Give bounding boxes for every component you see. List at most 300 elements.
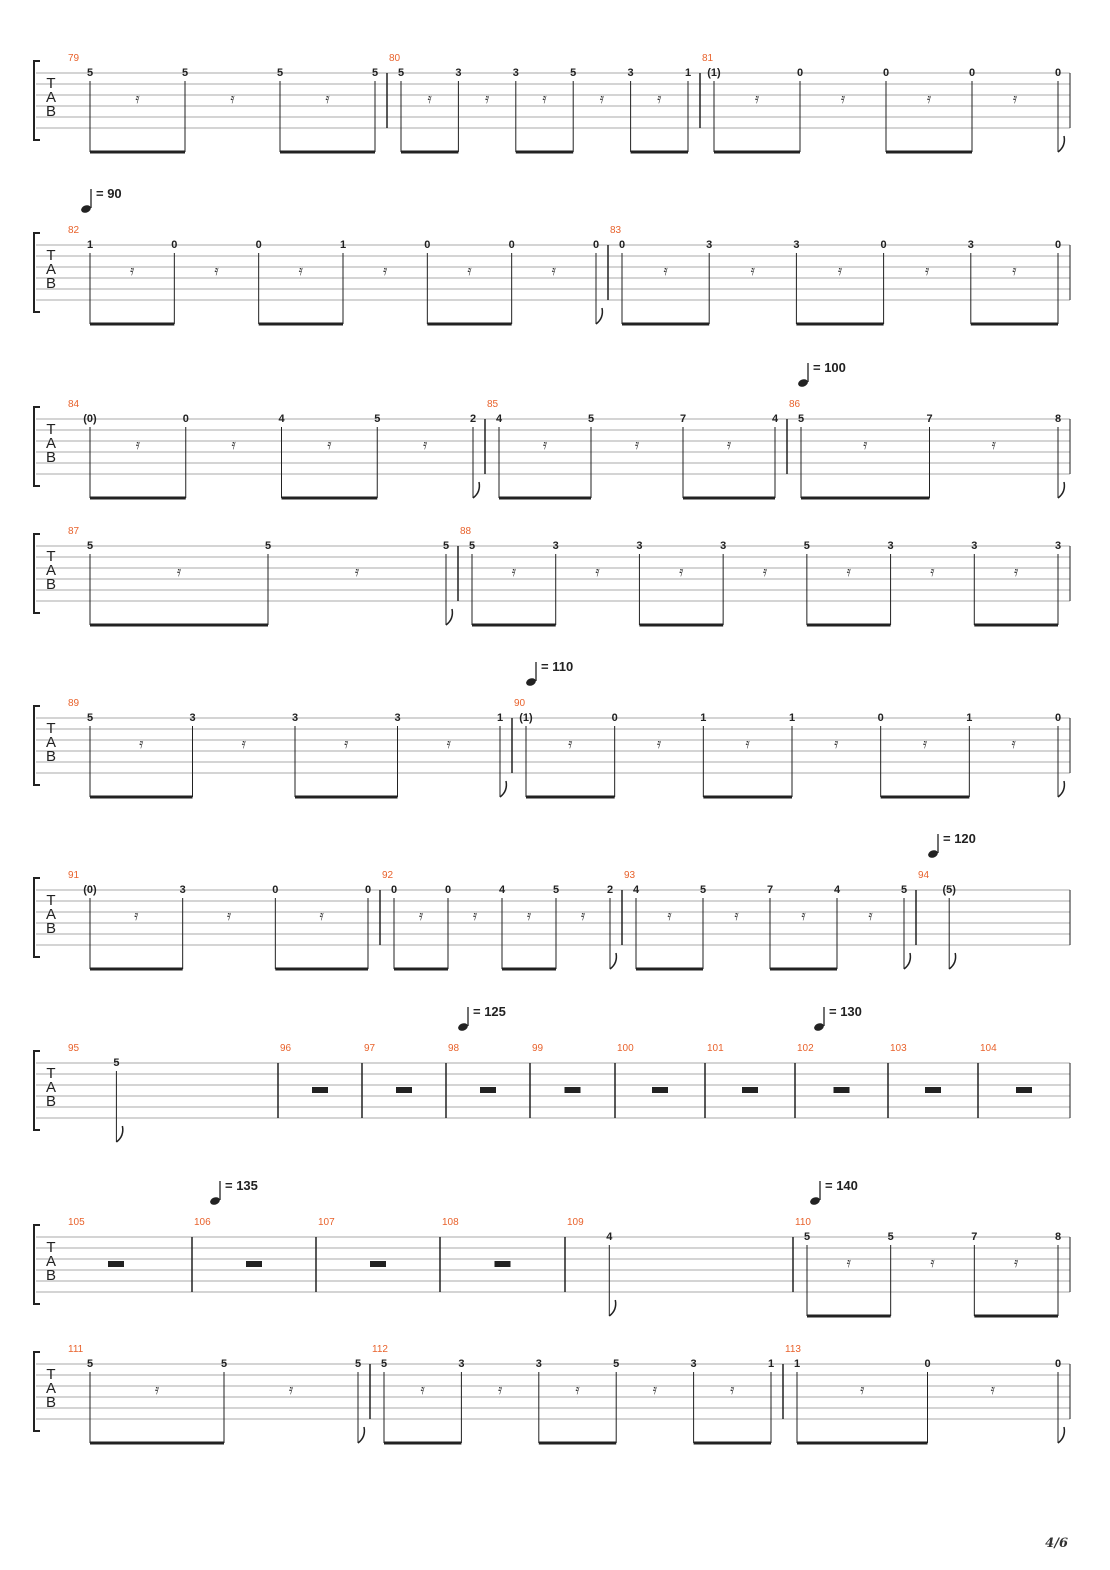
tempo-value: = 110 (541, 659, 574, 674)
rest-mark: 𝄿 (214, 263, 219, 279)
fret-number: 0 (390, 884, 398, 896)
tab-clef-letter: A (45, 1253, 57, 1270)
fret-number: 0 (1054, 712, 1062, 724)
fret-number: 1 (700, 712, 707, 724)
fret-number: 0 (618, 239, 626, 251)
tab-clef-letter: T (46, 421, 56, 438)
rest-mark: 𝄿 (130, 263, 135, 279)
rest-mark: 𝄿 (1011, 736, 1016, 752)
rest-mark: 𝄿 (726, 437, 732, 453)
fret-number: 0 (796, 67, 804, 79)
whole-rest (108, 1261, 124, 1267)
fret-number: 4 (278, 413, 285, 425)
quarter-note-icon (80, 204, 92, 214)
measure-number: 104 (980, 1043, 997, 1054)
fret-number: 3 (971, 540, 978, 552)
measure-number: 89 (68, 698, 80, 709)
fret-number: 5 (371, 67, 379, 79)
measure-number: 87 (68, 526, 80, 537)
rest-mark: 𝄿 (930, 1255, 935, 1271)
note-flag (1058, 781, 1064, 797)
measure-number: 96 (280, 1043, 292, 1054)
note-flag (609, 1300, 615, 1316)
rest-mark: 𝄿 (542, 91, 547, 107)
fret-number: 0 (424, 239, 431, 251)
measure-number: 105 (68, 1217, 85, 1228)
tab-clef-letter: T (46, 247, 56, 264)
fret-number: 7 (971, 1231, 978, 1243)
quarter-note-icon (209, 1196, 221, 1206)
rest-mark: 𝄿 (344, 736, 349, 752)
measure-number: 113 (785, 1344, 801, 1355)
fret-number: 3 (189, 712, 196, 724)
tab-clef-letter: T (46, 720, 56, 737)
whole-rest (925, 1087, 941, 1093)
fret-number: 2 (606, 884, 614, 896)
rest-mark: 𝄿 (840, 91, 846, 107)
tempo-value: = 140 (825, 1178, 858, 1193)
fret-number: 5 (613, 1358, 620, 1370)
fret-number: 0 (968, 67, 976, 79)
fret-number: 5 (181, 67, 189, 79)
rest-mark: 𝄿 (595, 564, 600, 580)
measure (702, 53, 1070, 152)
fret-number: 0 (1054, 67, 1062, 79)
measure (918, 870, 1070, 969)
fret-number: 3 (291, 712, 299, 724)
measure-number: 90 (514, 698, 526, 709)
fret-number: (1) (519, 712, 533, 724)
tab-clef-letter: B (45, 275, 57, 292)
rest-mark: 𝄿 (754, 91, 760, 107)
fret-number: 3 (706, 239, 713, 251)
tab-clef-letter: T (46, 892, 56, 909)
fret-number: 5 (803, 540, 810, 552)
measure (460, 526, 1070, 625)
rest-mark: 𝄿 (418, 908, 424, 924)
whole-rest (370, 1261, 386, 1267)
tab-clef-letter: T (46, 75, 56, 92)
measure-number: 99 (532, 1043, 544, 1054)
fret-number: 5 (803, 1231, 811, 1243)
note-flag (1058, 1427, 1064, 1443)
rest-mark: 𝄿 (657, 91, 662, 107)
measure (389, 53, 700, 152)
fret-number: 5 (220, 1358, 228, 1370)
rest-mark: 𝄿 (446, 736, 451, 752)
quarter-note-icon (457, 1022, 469, 1032)
measure-number: 106 (194, 1217, 211, 1228)
fret-number: 0 (611, 712, 618, 724)
measure-number: 85 (487, 399, 499, 410)
fret-number: (0) (83, 413, 97, 425)
tab-system (34, 186, 1070, 324)
fret-number: 5 (264, 540, 272, 552)
tempo-marking (209, 1178, 258, 1206)
tempo-marking (927, 831, 976, 859)
rest-mark: 𝄿 (383, 263, 388, 279)
measure-number: 94 (918, 870, 930, 881)
fret-number: 7 (679, 413, 687, 425)
measure-number: 93 (624, 870, 636, 881)
measure-number: 112 (372, 1344, 388, 1355)
measure (68, 399, 485, 498)
fret-number: 7 (926, 413, 933, 425)
measure (68, 1344, 370, 1443)
tempo-value: = 100 (813, 360, 846, 375)
rest-mark: 𝄿 (656, 736, 662, 752)
tab-system (34, 1344, 1070, 1443)
measure-number: 81 (702, 53, 714, 64)
tab-clef-letter: A (45, 734, 57, 751)
measure (610, 225, 1070, 324)
rest-mark: 𝄿 (868, 908, 873, 924)
measure (68, 225, 608, 324)
fret-number: (1) (707, 67, 721, 79)
fret-number: 1 (496, 712, 504, 724)
fret-number: 4 (498, 884, 506, 896)
rest-mark: 𝄿 (325, 91, 330, 107)
rest-mark: 𝄿 (484, 91, 490, 107)
measure (789, 399, 1070, 498)
tab-system (34, 1178, 1070, 1316)
tab-system (34, 659, 1070, 797)
fret-number: 5 (570, 67, 577, 79)
tab-clef-letter: T (46, 548, 56, 565)
measure-number: 97 (364, 1043, 376, 1054)
fret-number: 0 (508, 239, 515, 251)
measure-number: 102 (797, 1043, 814, 1054)
note-flag (904, 953, 910, 969)
fret-number: 5 (86, 540, 94, 552)
rest-mark: 𝄿 (762, 564, 768, 580)
rest-mark: 𝄿 (801, 908, 806, 924)
fret-number: 5 (797, 413, 805, 425)
rest-mark: 𝄿 (599, 91, 605, 107)
measure (382, 870, 622, 969)
rest-mark: 𝄿 (990, 1382, 995, 1398)
fret-number: 4 (606, 1231, 613, 1243)
tempo-value: = 130 (829, 1004, 862, 1019)
measure-number: 95 (68, 1043, 80, 1054)
rest-mark: 𝄿 (1013, 564, 1019, 580)
fret-number: 5 (587, 413, 595, 425)
measure (487, 399, 787, 498)
fret-number: 5 (699, 884, 707, 896)
measure (68, 698, 512, 797)
fret-number: 0 (1054, 1358, 1062, 1370)
fret-number: 0 (255, 239, 262, 251)
rest-mark: 𝄿 (1014, 1255, 1019, 1271)
tab-clef-letter: T (46, 1239, 56, 1256)
fret-number: 5 (86, 1358, 94, 1370)
measure-number: 80 (389, 53, 401, 64)
fret-number: 0 (364, 884, 372, 896)
rest-mark: 𝄿 (730, 1382, 735, 1398)
fret-number: 3 (458, 1358, 465, 1370)
note-flag (358, 1427, 364, 1443)
note-flag (596, 308, 602, 324)
whole-rest (246, 1261, 262, 1267)
note-flag (473, 482, 479, 498)
fret-number: 3 (179, 884, 186, 896)
rest-mark: 𝄿 (667, 908, 672, 924)
tab-system (34, 526, 1070, 625)
rest-mark: 𝄿 (497, 1382, 503, 1398)
quarter-note-icon (797, 378, 809, 388)
rest-mark: 𝄿 (526, 908, 532, 924)
rest-mark: 𝄿 (230, 91, 235, 107)
fret-number: 3 (887, 540, 894, 552)
rest-mark: 𝄿 (922, 736, 928, 752)
measure-number: 79 (68, 53, 80, 64)
rest-mark: 𝄿 (241, 736, 246, 752)
measure-number: 84 (68, 399, 80, 410)
fret-number: 0 (882, 67, 890, 79)
tab-clef-letter: B (45, 449, 57, 466)
rest-mark: 𝄿 (226, 908, 232, 924)
tab-clef-letter: A (45, 261, 57, 278)
fret-number: 7 (766, 884, 774, 896)
measure-number: 110 (795, 1217, 811, 1228)
measure-number: 98 (448, 1043, 460, 1054)
measure-number: 111 (68, 1344, 84, 1355)
whole-rest (480, 1087, 496, 1093)
rest-mark: 𝄿 (1012, 91, 1018, 107)
tempo-value: = 135 (225, 1178, 258, 1193)
whole-rest (396, 1087, 412, 1093)
rest-mark: 𝄿 (511, 564, 517, 580)
fret-number: 5 (468, 540, 476, 552)
tempo-value: = 125 (473, 1004, 506, 1019)
rest-mark: 𝄿 (930, 564, 935, 580)
fret-number: 8 (1054, 1231, 1062, 1243)
fret-number: 3 (455, 67, 462, 79)
rest-mark: 𝄿 (734, 908, 739, 924)
whole-rest (312, 1087, 328, 1093)
rest-mark: 𝄿 (750, 263, 755, 279)
measure-number: 83 (610, 225, 622, 236)
measure-number: 91 (68, 870, 80, 881)
rest-mark: 𝄿 (298, 263, 303, 279)
measure (68, 870, 380, 969)
fret-number: 1 (966, 712, 973, 724)
fret-number: 5 (380, 1358, 388, 1370)
tab-clef-letter: B (45, 920, 57, 937)
tab-clef-letter: B (45, 748, 57, 765)
fret-number: 5 (113, 1057, 120, 1069)
tab-system (34, 831, 1070, 969)
measure (514, 698, 1070, 797)
fret-number: 0 (444, 884, 452, 896)
tab-clef-letter: A (45, 435, 57, 452)
tempo-value: = 120 (943, 831, 976, 846)
rest-mark: 𝄿 (652, 1382, 658, 1398)
tempo-marking (80, 186, 122, 214)
tab-system (34, 360, 1070, 498)
tempo-marking (457, 1004, 506, 1032)
measure-number: 88 (460, 526, 472, 537)
fret-number: 3 (720, 540, 727, 552)
whole-rest (742, 1087, 758, 1093)
fret-number: 4 (833, 884, 841, 896)
fret-number: 5 (887, 1231, 894, 1243)
measure-number: 109 (567, 1217, 584, 1228)
fret-number: 0 (924, 1358, 931, 1370)
measure-number: 103 (890, 1043, 907, 1054)
fret-number: 3 (793, 239, 800, 251)
rest-mark: 𝄿 (925, 263, 930, 279)
rest-mark: 𝄿 (846, 1255, 851, 1271)
tempo-marking (525, 659, 573, 687)
fret-number: 3 (1054, 540, 1062, 552)
rest-mark: 𝄿 (422, 437, 428, 453)
measure (795, 1217, 1070, 1316)
rest-mark: 𝄿 (846, 564, 851, 580)
fret-number: 8 (1054, 413, 1062, 425)
rest-mark: 𝄿 (327, 437, 332, 453)
rest-mark: 𝄿 (863, 437, 868, 453)
fret-number: 5 (442, 540, 450, 552)
tab-clef-letter: A (45, 1380, 57, 1397)
page-number: 4/6 (1045, 1536, 1068, 1551)
fret-number: 3 (552, 540, 559, 552)
fret-number: 4 (495, 413, 503, 425)
whole-rest (834, 1087, 850, 1093)
tab-clef-letter: B (45, 1394, 57, 1411)
rest-mark: 𝄿 (568, 736, 573, 752)
fret-number: 5 (374, 413, 381, 425)
measure (68, 53, 387, 152)
rest-mark: 𝄿 (134, 908, 139, 924)
rest-mark: 𝄿 (288, 1382, 294, 1398)
measure-number: 92 (382, 870, 394, 881)
rest-mark: 𝄿 (837, 263, 843, 279)
rest-mark: 𝄿 (467, 263, 472, 279)
fret-number: 5 (552, 884, 560, 896)
quarter-note-icon (809, 1196, 821, 1206)
tab-clef-letter: B (45, 1267, 57, 1284)
fret-number: 0 (272, 884, 279, 896)
fret-number: 4 (632, 884, 640, 896)
rest-mark: 𝄿 (745, 736, 750, 752)
note-flag (949, 953, 955, 969)
rest-mark: 𝄿 (860, 1382, 865, 1398)
whole-rest (1016, 1087, 1032, 1093)
rest-mark: 𝄿 (634, 437, 640, 453)
fret-number: 0 (1054, 239, 1062, 251)
fret-number: 5 (276, 67, 284, 79)
measure (785, 1344, 1070, 1443)
rest-mark: 𝄿 (991, 437, 996, 453)
measure-number: 86 (789, 399, 801, 410)
fret-number: 1 (684, 67, 692, 79)
fret-number: 1 (788, 712, 796, 724)
measure-number: 108 (442, 1217, 459, 1228)
rest-mark: 𝄿 (231, 437, 236, 453)
rest-mark: 𝄿 (420, 1382, 425, 1398)
note-flag (610, 953, 616, 969)
tab-clef-letter: B (45, 1093, 57, 1110)
rest-mark: 𝄿 (580, 908, 586, 924)
whole-rest (565, 1087, 581, 1093)
fret-number: 5 (900, 884, 908, 896)
rest-mark: 𝄿 (154, 1382, 160, 1398)
measure-number: 100 (617, 1043, 634, 1054)
rest-mark: 𝄿 (472, 908, 478, 924)
rest-mark: 𝄿 (542, 437, 548, 453)
rest-mark: 𝄿 (139, 736, 144, 752)
fret-number: 0 (592, 239, 600, 251)
measure (68, 1043, 278, 1142)
fret-number: (5) (942, 884, 956, 896)
measure-number: 107 (318, 1217, 335, 1228)
tab-clef-letter: B (45, 576, 57, 593)
measure (567, 1217, 793, 1316)
quarter-note-icon (813, 1022, 825, 1032)
fret-number: 3 (636, 540, 643, 552)
rest-mark: 𝄿 (135, 437, 141, 453)
fret-number: 4 (771, 413, 779, 425)
quarter-note-icon (525, 677, 537, 687)
tab-system (34, 1004, 1070, 1142)
fret-number: 1 (339, 239, 347, 251)
note-flag (1058, 136, 1064, 152)
rest-mark: 𝄿 (135, 91, 140, 107)
fret-number: 0 (877, 712, 884, 724)
fret-number: 5 (397, 67, 405, 79)
tab-clef-letter: B (45, 103, 57, 120)
measure (372, 1344, 783, 1443)
measure (68, 526, 458, 625)
tempo-value: = 90 (96, 186, 122, 201)
note-flag (116, 1126, 122, 1142)
rest-mark: 𝄿 (663, 263, 668, 279)
fret-number: 1 (86, 239, 94, 251)
tab-clef-letter: A (45, 906, 57, 923)
note-flag (500, 781, 506, 797)
fret-number: 0 (182, 413, 189, 425)
rest-mark: 𝄿 (1012, 263, 1017, 279)
rest-mark: 𝄿 (834, 736, 839, 752)
fret-number: 3 (394, 712, 401, 724)
fret-number: 3 (535, 1358, 542, 1370)
tempo-marking (809, 1178, 858, 1206)
note-flag (446, 609, 452, 625)
whole-rest (495, 1261, 511, 1267)
tab-clef-letter: A (45, 562, 57, 579)
fret-number: 3 (512, 67, 519, 79)
rest-mark: 𝄿 (679, 564, 684, 580)
fret-number: 0 (880, 239, 887, 251)
measure (624, 870, 916, 969)
fret-number: 2 (469, 413, 477, 425)
rest-mark: 𝄿 (926, 91, 932, 107)
whole-rest (652, 1087, 668, 1093)
note-flag (1058, 482, 1064, 498)
tempo-marking (797, 360, 846, 388)
tab-clef-letter: T (46, 1366, 56, 1383)
fret-number: 5 (354, 1358, 362, 1370)
measure-number: 101 (707, 1043, 724, 1054)
rest-mark: 𝄿 (575, 1382, 580, 1398)
fret-number: 5 (86, 67, 94, 79)
fret-number: 1 (767, 1358, 775, 1370)
fret-number: 5 (86, 712, 94, 724)
tab-clef-letter: A (45, 1079, 57, 1096)
fret-number: 3 (690, 1358, 697, 1370)
fret-number: 1 (793, 1358, 801, 1370)
